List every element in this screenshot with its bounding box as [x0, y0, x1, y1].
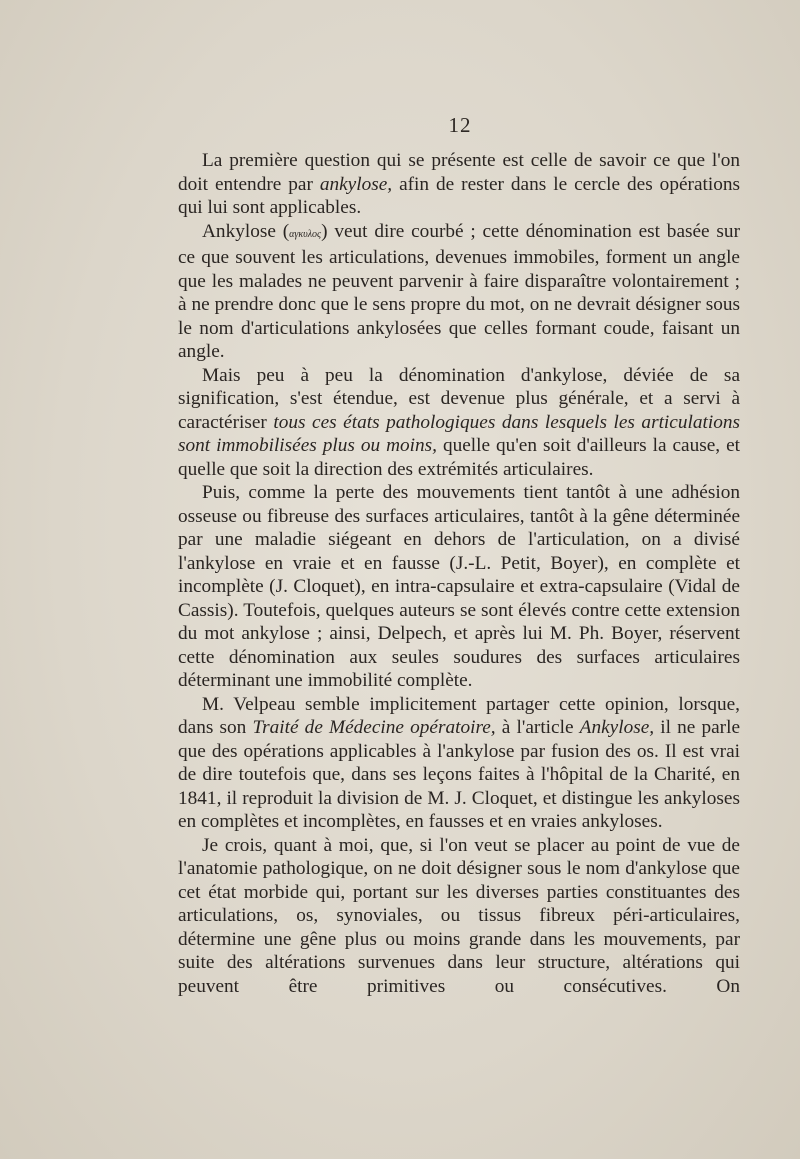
body-text [178, 149, 740, 998]
paragraph-6 [178, 834, 740, 999]
text-run: Mais peu à peu la dénomination d'ankylose, déviée de sa signification, s'est étendue, est devenue plus générale, et a servi à caractériser [178, 364, 740, 433]
paragraph-5 [178, 693, 740, 834]
italic-text: ankylose, [319, 173, 393, 195]
text-run: La première question qui se présente est celle de savoir ce que l'on doit entendre par [178, 150, 740, 195]
italic-text: tous ces états pathologiques dans lesquels les articulations sont immobilisées plus ou moins, [178, 411, 740, 456]
text-run: Ankylose ( [202, 220, 290, 242]
text-run: Je crois, quant à moi, que, si l'on veut se placer au point de vue de l'anatomie pathologique, on ne doit désigner sous le nom d'ankylose que cet état morbide qui, portant sur les diverses parties constituantes des articulations, os, synoviales, ou tissus fibreux péri-articulaires, détermine une gêne plus ou moins grande dans les mouvements, par suite des altérations survenues dans leur structure, altérations qui peuvent être primitives ou consécutives. On [178, 834, 740, 997]
text-run: M. Velpeau semble implicitement partager cette opinion, lorsque, dans son [178, 693, 740, 738]
paragraph-2 [178, 220, 740, 364]
text-run: afin de rester dans le cercle des opérations qui lui sont applicables. [178, 173, 741, 218]
text-run: Puis, comme la perte des mouvements tient tantôt à une adhésion osseuse ou fibreuse des surfaces articulaires, tantôt à la gêne déterminée par une maladie siégeant en dehors de l'articulation, on a divisé l'ankylose en vraie et en fausse (J.-L. Petit, Boyer), en complète et incomplète (J. Cloquet), en intra-capsulaire et extra-capsulaire (Vidal de Cassis). Toutefois, quelques auteurs se sont élevés contre cette extension du mot ankylose ; ainsi, Delpech, et après lui M. Ph. Boyer, réservent cette dénomination aux seules soudures des surfaces articulaires déterminant une immobilité complète. [178, 482, 740, 691]
paragraph-4 [178, 481, 740, 693]
greek-word: αγκυλος [289, 228, 322, 240]
italic-text: Ankylose, [579, 717, 655, 738]
text-run: quelle qu'en soit d'ailleurs la cause, et quelle que soit la direction des extrémités articulaires. [178, 435, 741, 480]
paragraph-1 [178, 149, 740, 220]
page-number: 12 [448, 113, 472, 137]
text-run: ) veut dire courbé ; cette dénomination est basée sur ce que souvent les articulations, devenues immobiles, forment un angle que les malades ne peuvent parvenir à faire disparaître volontairement ; à ne prendre donc que le sens propre du mot, on ne devrait désigner sous le nom d'articulations ankylosées que celles formant coude, faisant un angle. [178, 220, 740, 362]
text-run: il ne parle que des opérations applicables à l'ankylose par fusion des os. Il est vrai de dire toutefois que, dans ses leçons faites à l'hôpital de la Charité, en 1841, il reproduit la division de M. J. Cloquet, et distingue les ankyloses en complètes et incomplètes, en fausses et en vraies ankyloses. [178, 717, 741, 832]
italic-text: Traité de Médecine opératoire, [252, 717, 496, 738]
paragraph-3 [178, 364, 740, 482]
text-run: à l'article [495, 717, 580, 738]
